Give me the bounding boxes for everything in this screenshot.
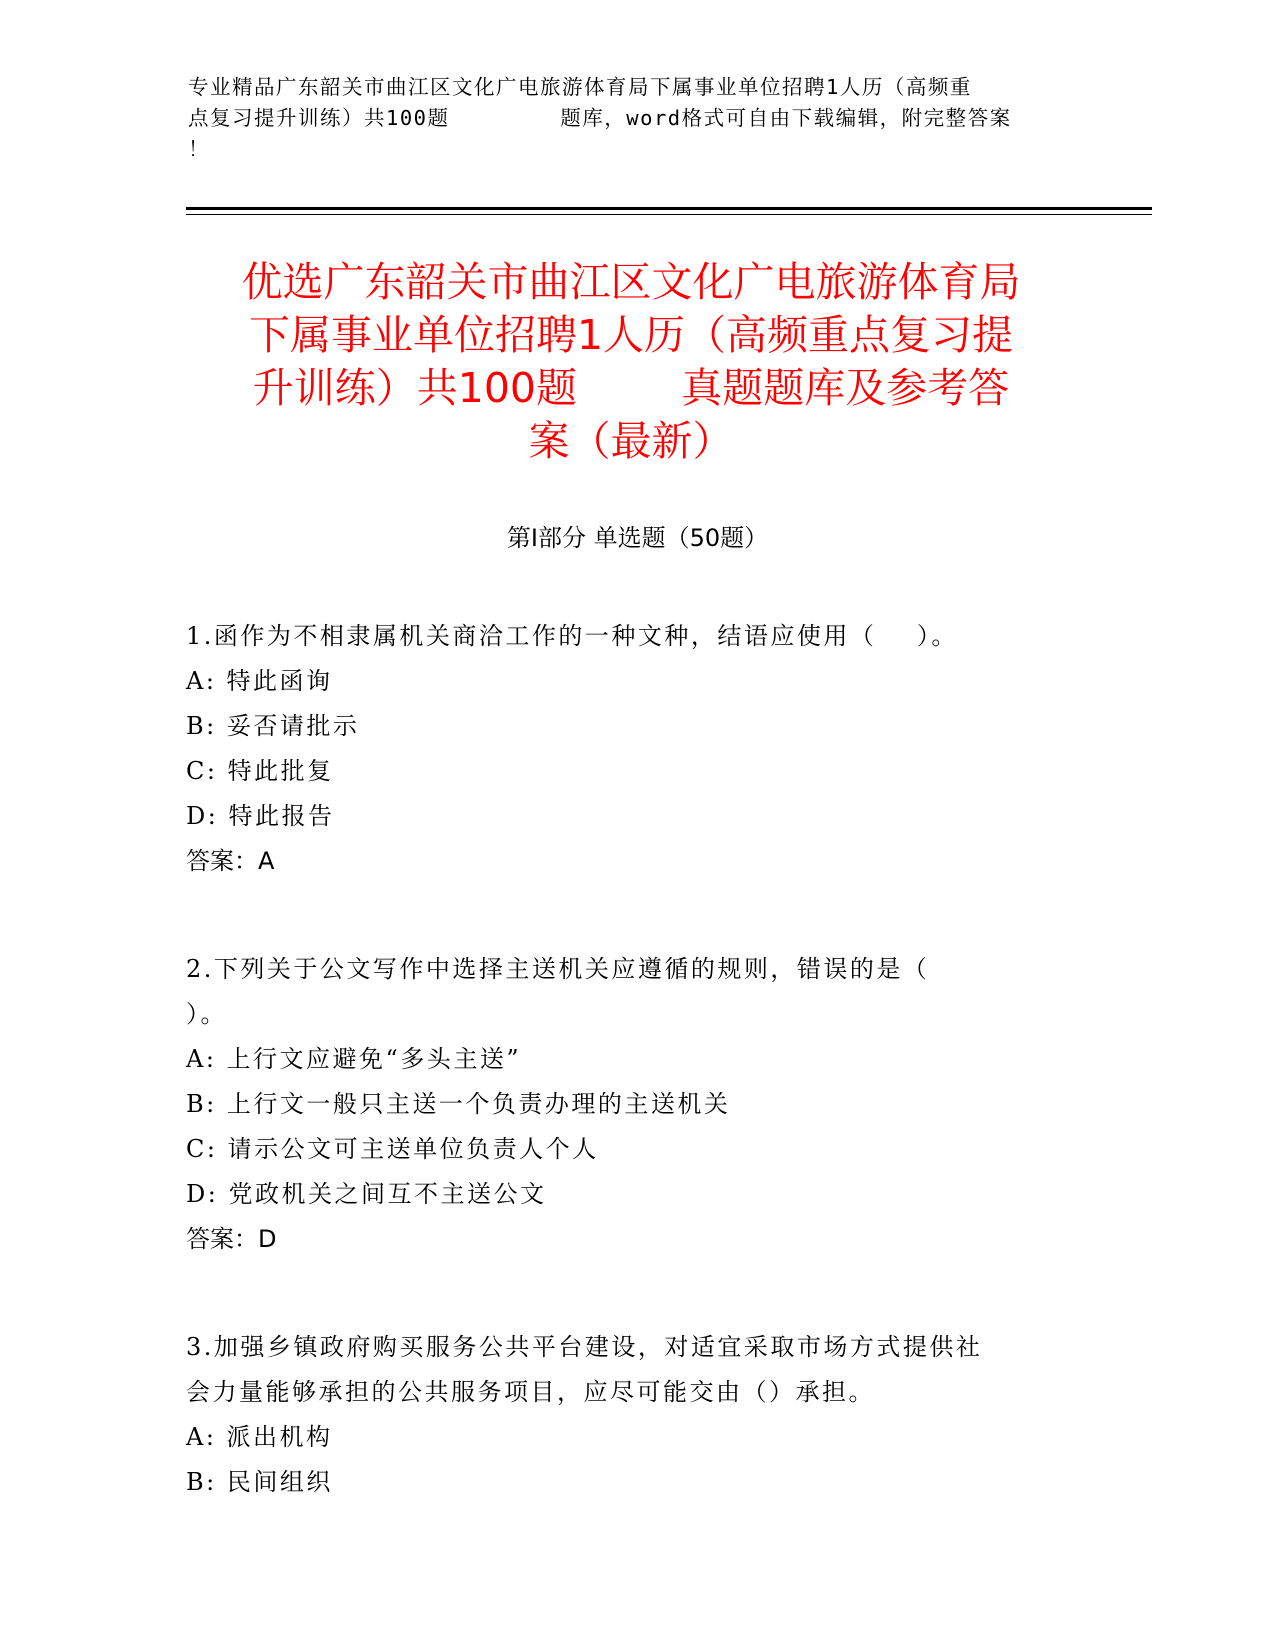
title-line: 升训练）共100题 真题题库及参考答 [252,364,1010,412]
header-note-line: ！ [188,137,210,161]
answer-line: 答案：A [186,847,275,875]
question-text: 2.下列关于公文写作中选择主送机关应遵循的规则，错误的是（ [186,955,930,983]
question-spacer [186,884,1086,947]
question-item [186,947,1086,1262]
question-spacer [186,1262,1086,1325]
question-item [186,1325,1086,1505]
section-heading: 第Ⅰ部分 单选题（50题） [506,524,769,552]
option-d: D: 特此报告 [186,802,335,830]
header-note [188,72,1088,165]
question-text: 会力量能够承担的公共服务项目，应尽可能交由（）承担。 [186,1378,875,1406]
title-line: 案（最新） [528,417,734,465]
option-a: A: 上行文应避免“多头主送” [186,1045,522,1073]
question-list [186,614,1086,1505]
option-b: B: 民间组织 [186,1468,333,1496]
option-d: D: 党政机关之间互不主送公文 [186,1180,547,1208]
title-line: 优选广东韶关市曲江区文化广电旅游体育局 [241,258,1021,306]
question-text: 3.加强乡镇政府购买服务公共平台建设，对适宜采取市场方式提供社 [186,1333,983,1361]
header-note-line: 点复习提升训练）共100题 题库，word格式可自由下载编辑，附完整答案 [188,106,1012,130]
option-c: C: 特此批复 [186,757,334,785]
title-line: 下属事业单位招聘1人历（高频重点复习提 [248,311,1014,359]
header-divider-thin [186,214,1152,215]
header-divider-thick [186,207,1152,210]
question-text: 1.函作为不相隶属机关商洽工作的一种文种，结语应使用（ ）。 [186,622,958,650]
answer-line: 答案：D [186,1225,277,1253]
document-title [186,256,1076,468]
option-a: A: 派出机构 [186,1423,333,1451]
header-note-line: 专业精品广东韶关市曲江区文化广电旅游体育局下属事业单位招聘1人历（高频重 [188,75,972,99]
question-item [186,614,1086,884]
option-a: A: 特此函询 [186,667,333,695]
option-c: C: 请示公文可主送单位负责人个人 [186,1135,599,1163]
option-b: B: 上行文一般只主送一个负责办理的主送机关 [186,1090,731,1118]
option-b: B: 妥否请批示 [186,712,360,740]
question-text: ）。 [186,1000,227,1028]
